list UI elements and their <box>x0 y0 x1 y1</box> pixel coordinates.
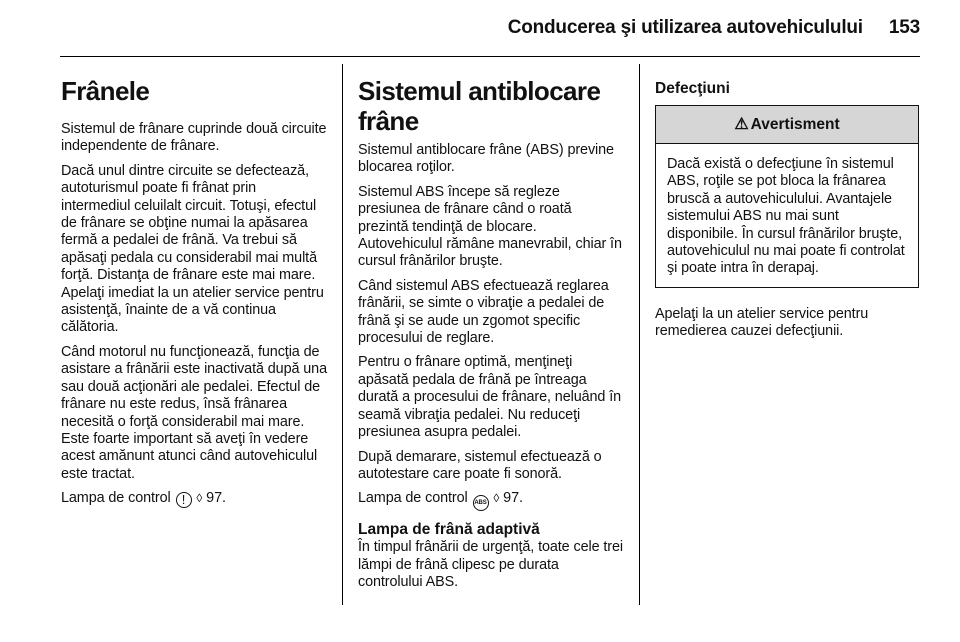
paragraph: Pentru o frânare optimă, menţineţi apăsată pedala de frână pe întreaga durată a procesului de frânare, neluând în seamă vibraţia pedalei. Nu reduceţi presiunea asupra pedalei. <box>358 354 622 441</box>
paragraph: Sistemul ABS începe să regleze presiunea de frânare când o roată prezintă tendinţă de blocare. Autovehiculul rămâne manevrabil, chiar în cursul frânărilor bruşte. <box>358 183 622 270</box>
header-rule <box>60 56 920 57</box>
page-reference: 97. <box>503 490 523 507</box>
column-brakes <box>61 64 327 515</box>
section-heading-faults: Defecţiuni <box>655 80 730 97</box>
brake-warning-lamp-icon: ! <box>176 492 192 508</box>
warning-title: Avertisment <box>750 116 840 133</box>
column-faults <box>655 64 921 348</box>
section-heading-abs: Sistemul antiblocare frâne <box>358 76 601 136</box>
paragraph: Când sistemul ABS efectuează reglarea frânării, se simte o vibraţie a pedalei de frână şi se aude un zgomot specific procesului de reglare. <box>358 277 609 347</box>
paragraph: Sistemul antiblocare frâne (ABS) previne blocarea roţilor. <box>358 142 614 176</box>
warning-body <box>656 144 918 287</box>
page-ref-icon: ◊ <box>493 491 500 506</box>
warning-triangle-icon: ⚠ <box>734 116 749 133</box>
section-heading-brakes: Frânele <box>61 76 150 106</box>
header-title: Conducerea şi utilizarea autovehiculului <box>507 17 863 38</box>
paragraph: După demarare, sistemul efectuează o autotestare care poate fi sonoră. <box>358 448 602 482</box>
column-divider <box>342 64 343 605</box>
page-number: 153 <box>888 17 920 38</box>
paragraph: Când motorul nu funcţionează, funcţia de asistare a frânării este inactivată după una sau două acţionări ale pedalei. Efectul de frânare nu este redus, însă frânarea necesită o forţă considerabil mai mare. Este foarte important să aveţi în vedere acest amănunt atunci când autovehiculul este tractat. <box>61 343 327 482</box>
column-divider <box>639 64 640 605</box>
column-abs <box>358 64 624 599</box>
running-header <box>508 17 920 39</box>
warning-box <box>655 105 919 288</box>
subheading-adaptive-brake-light: Lampa de frână adaptivă <box>358 521 540 539</box>
paragraph: În timpul frânării de urgenţă, toate cele trei lămpi de frână clipesc pe durata controlului ABS. <box>358 539 623 591</box>
paragraph-control-lamp <box>61 490 327 508</box>
paragraph-control-lamp <box>358 490 624 511</box>
page-reference: 97. <box>206 490 226 507</box>
abs-lamp-icon: ABS <box>473 495 489 511</box>
paragraph: Apelaţi la un atelier service pentru remedierea cauzei defecţiunii. <box>655 305 869 340</box>
control-lamp-label: Lampa de control <box>61 490 171 507</box>
paragraph: Dacă unul dintre circuite se defectează, autoturismul poate fi frânat prin intermediul celuilalt circuit. Totuşi, efectul de frânare se obţine numai la apăsarea fermă a pedalei de frână. Va trebui să apăsaţi pedala cu considerabil mai multă forţă. Distanţa de frânare este mai mare. Apelaţi imediat la un atelier service pentru asistenţă, înainte de a vă continua călătoria. <box>61 162 324 336</box>
warning-text: Dacă există o defecţiune în sistemul ABS, roţile se pot bloca la frânarea bruscă a autovehiculului. Avantajele sistemului ABS nu mai sunt disponibile. În cursul frânărilor bruşte, autovehiculul nu mai poate fi controlat şi poate intra în derapaj. <box>667 156 905 277</box>
paragraph: Sistemul de frânare cuprinde două circuite independente de frânare. <box>61 121 327 155</box>
control-lamp-label: Lampa de control <box>358 490 468 507</box>
warning-header <box>656 106 918 144</box>
page-ref-icon: ◊ <box>196 491 203 506</box>
